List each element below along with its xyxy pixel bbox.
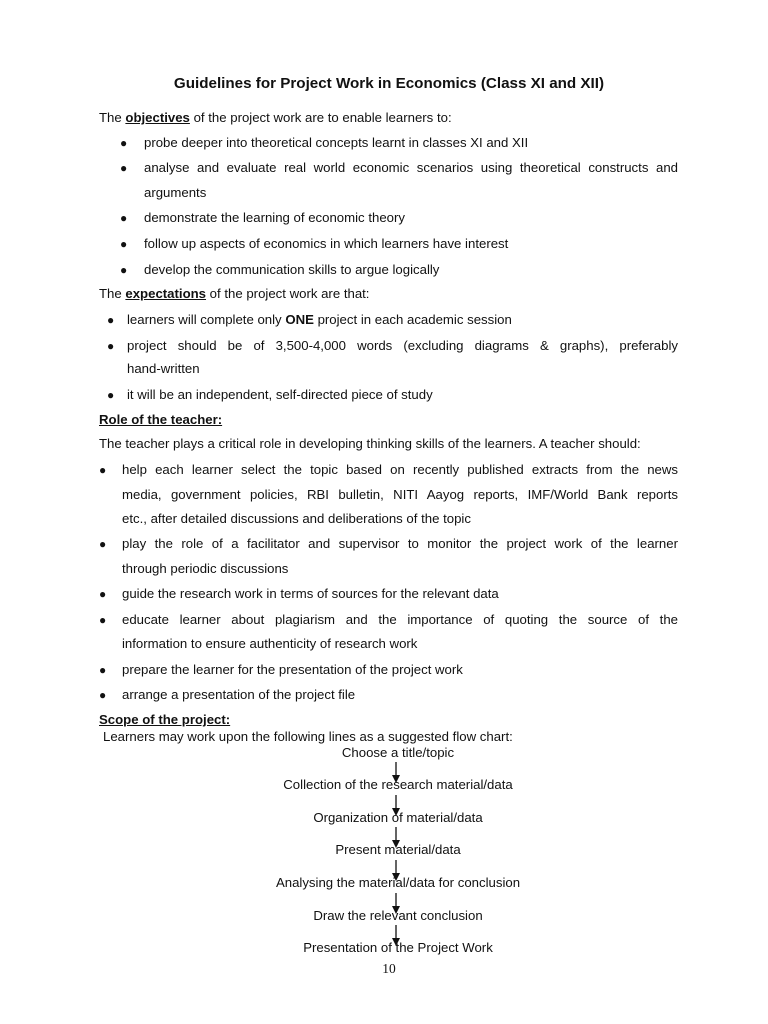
expectation-item-post: project in each academic session (313, 312, 512, 327)
teacher-item-continuation: media, government policies, RBI bulletin, NITI Aayog reports, IMF/World Bank reports (122, 487, 678, 502)
teacher-item-continuation: information to ensure authenticity of research work (122, 636, 418, 651)
objectives-keyword: objectives (125, 110, 190, 125)
teacher-item-continuation: etc., after detailed discussions and deliberations of the topic (122, 511, 471, 526)
flow-step-4: Present material/data (335, 842, 461, 857)
bullet-icon: ● (120, 211, 128, 225)
flow-step-3: Organization of material/data (313, 810, 483, 825)
bullet-icon: ● (120, 237, 128, 251)
expectation-item (127, 311, 512, 329)
page-number: 10 (382, 961, 396, 976)
scope-heading: Scope of the project: (99, 712, 231, 727)
expectations-intro-pre: The (99, 286, 126, 301)
objective-item-continuation: arguments (144, 185, 207, 200)
expectations-intro-post: of the project work are that: (206, 286, 370, 301)
bullet-icon: ● (107, 339, 115, 353)
bullet-icon: ● (99, 663, 107, 677)
teacher-intro: The teacher plays a critical role in developing thinking skills of the learners. A teacher should: (99, 436, 641, 451)
flow-step-6: Draw the relevant conclusion (313, 908, 483, 923)
expectation-item-continuation: hand-written (127, 361, 200, 376)
objective-item: demonstrate the learning of economic theory (144, 210, 405, 225)
teacher-item: guide the research work in terms of sources for the relevant data (122, 586, 499, 601)
flow-step-5: Analysing the material/data for conclusion (275, 875, 521, 890)
flow-step-1: Choose a title/topic (341, 745, 455, 760)
scope-intro: Learners may work upon the following lines as a suggested flow chart: (103, 729, 513, 744)
bullet-icon: ● (107, 388, 115, 402)
flow-step-2: Collection of the research material/data (283, 777, 513, 792)
teacher-heading: Role of the teacher: (99, 412, 223, 427)
bullet-icon: ● (99, 587, 107, 601)
bullet-icon: ● (99, 613, 107, 627)
objective-item: develop the communication skills to argue logically (144, 262, 440, 277)
objectives-intro (99, 109, 452, 127)
expectation-item: project should be of 3,500-4,000 words (excluding diagrams & graphs), preferably (127, 338, 678, 353)
teacher-item: help each learner select the topic based on recently published extracts from the news (122, 462, 678, 477)
bullet-icon: ● (107, 313, 115, 327)
teacher-item: educate learner about plagiarism and the importance of quoting the source of the (122, 612, 678, 627)
bullet-icon: ● (99, 688, 107, 702)
bullet-icon: ● (99, 463, 107, 477)
objectives-intro-post: of the project work are to enable learners to: (189, 110, 452, 125)
bullet-icon: ● (120, 263, 128, 277)
expectation-item: it will be an independent, self-directed piece of study (127, 387, 433, 402)
teacher-item: prepare the learner for the presentation of the project work (122, 662, 463, 677)
bullet-icon: ● (120, 136, 128, 150)
bullet-icon: ● (120, 161, 128, 175)
objectives-intro-pre: The (99, 110, 126, 125)
bullet-icon: ● (99, 537, 107, 551)
objective-item: analyse and evaluate real world economic scenarios using theoretical constructs and (144, 160, 678, 175)
expectations-intro (99, 285, 369, 303)
objective-item: follow up aspects of economics in which learners have interest (144, 236, 509, 251)
expectation-item-emphasis: ONE (285, 312, 314, 327)
teacher-item: arrange a presentation of the project file (122, 687, 356, 702)
objective-item: probe deeper into theoretical concepts learnt in classes XI and XII (144, 135, 529, 150)
page-title: Guidelines for Project Work in Economics (Class XI and XII) (173, 75, 605, 92)
expectations-keyword: expectations (125, 286, 207, 301)
teacher-item: play the role of a facilitator and supervisor to monitor the project work of the learner (122, 536, 678, 551)
flow-step-7: Presentation of the Project Work (303, 940, 493, 955)
teacher-item-continuation: through periodic discussions (122, 561, 289, 576)
expectation-item-pre: learners will complete only (127, 312, 286, 327)
